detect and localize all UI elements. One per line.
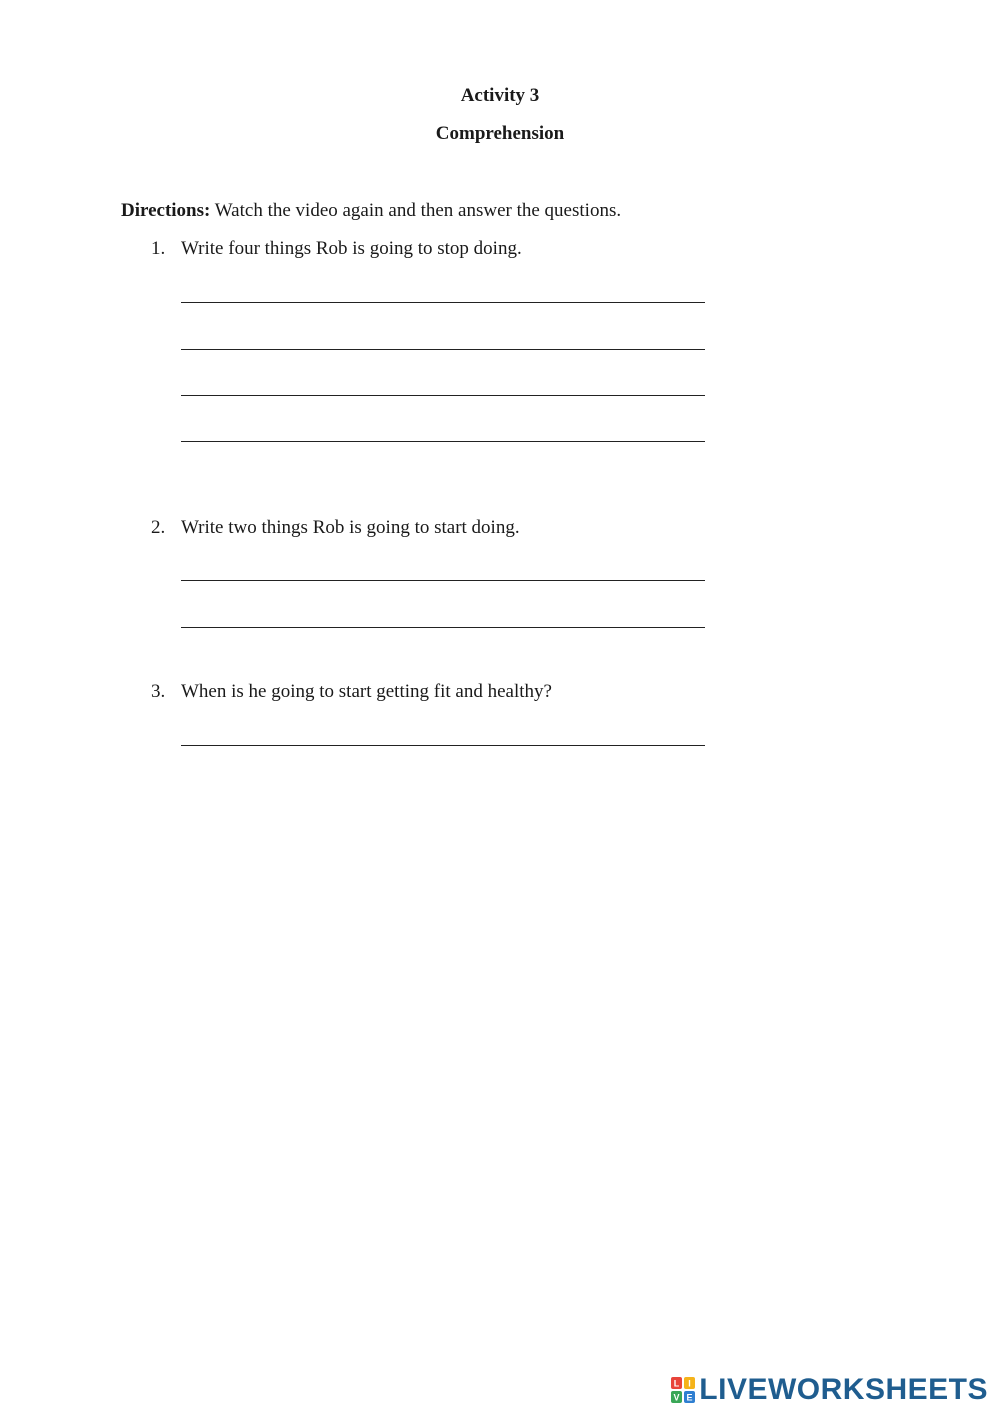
liveworksheets-brand [671,1374,988,1406]
question-3 [151,680,552,704]
directions [121,199,621,223]
question-text: Write four things Rob is going to stop doing. [181,238,522,259]
question-number: 2. [151,517,166,538]
answer-line-q1-4[interactable] [181,441,705,442]
question-2 [151,516,520,540]
answer-line-q3-1[interactable] [181,745,705,746]
brand-name: LIVEWORKSHEETS [699,1373,988,1406]
section-title: Comprehension [435,123,565,144]
activity-title: Activity 3 [460,85,540,106]
svg-text:V: V [673,1392,680,1403]
svg-text:I: I [688,1378,692,1389]
question-1 [151,237,522,261]
answer-line-q2-2[interactable] [181,627,705,628]
answer-line-q1-1[interactable] [181,302,705,303]
directions-label: Directions: [121,200,211,221]
question-text: When is he going to start getting fit and healthy? [181,681,552,702]
svg-text:E: E [686,1392,693,1403]
answer-line-q1-3[interactable] [181,395,705,396]
answer-line-q1-2[interactable] [181,349,705,350]
liveworksheets-logo-icon [671,1377,695,1403]
directions-text: Watch the video again and then answer the questions. [210,200,622,221]
question-number: 1. [151,238,166,259]
question-number: 3. [151,681,166,702]
question-text: Write two things Rob is going to start doing. [181,517,520,538]
svg-text:L: L [674,1378,680,1389]
answer-line-q2-1[interactable] [181,580,705,581]
